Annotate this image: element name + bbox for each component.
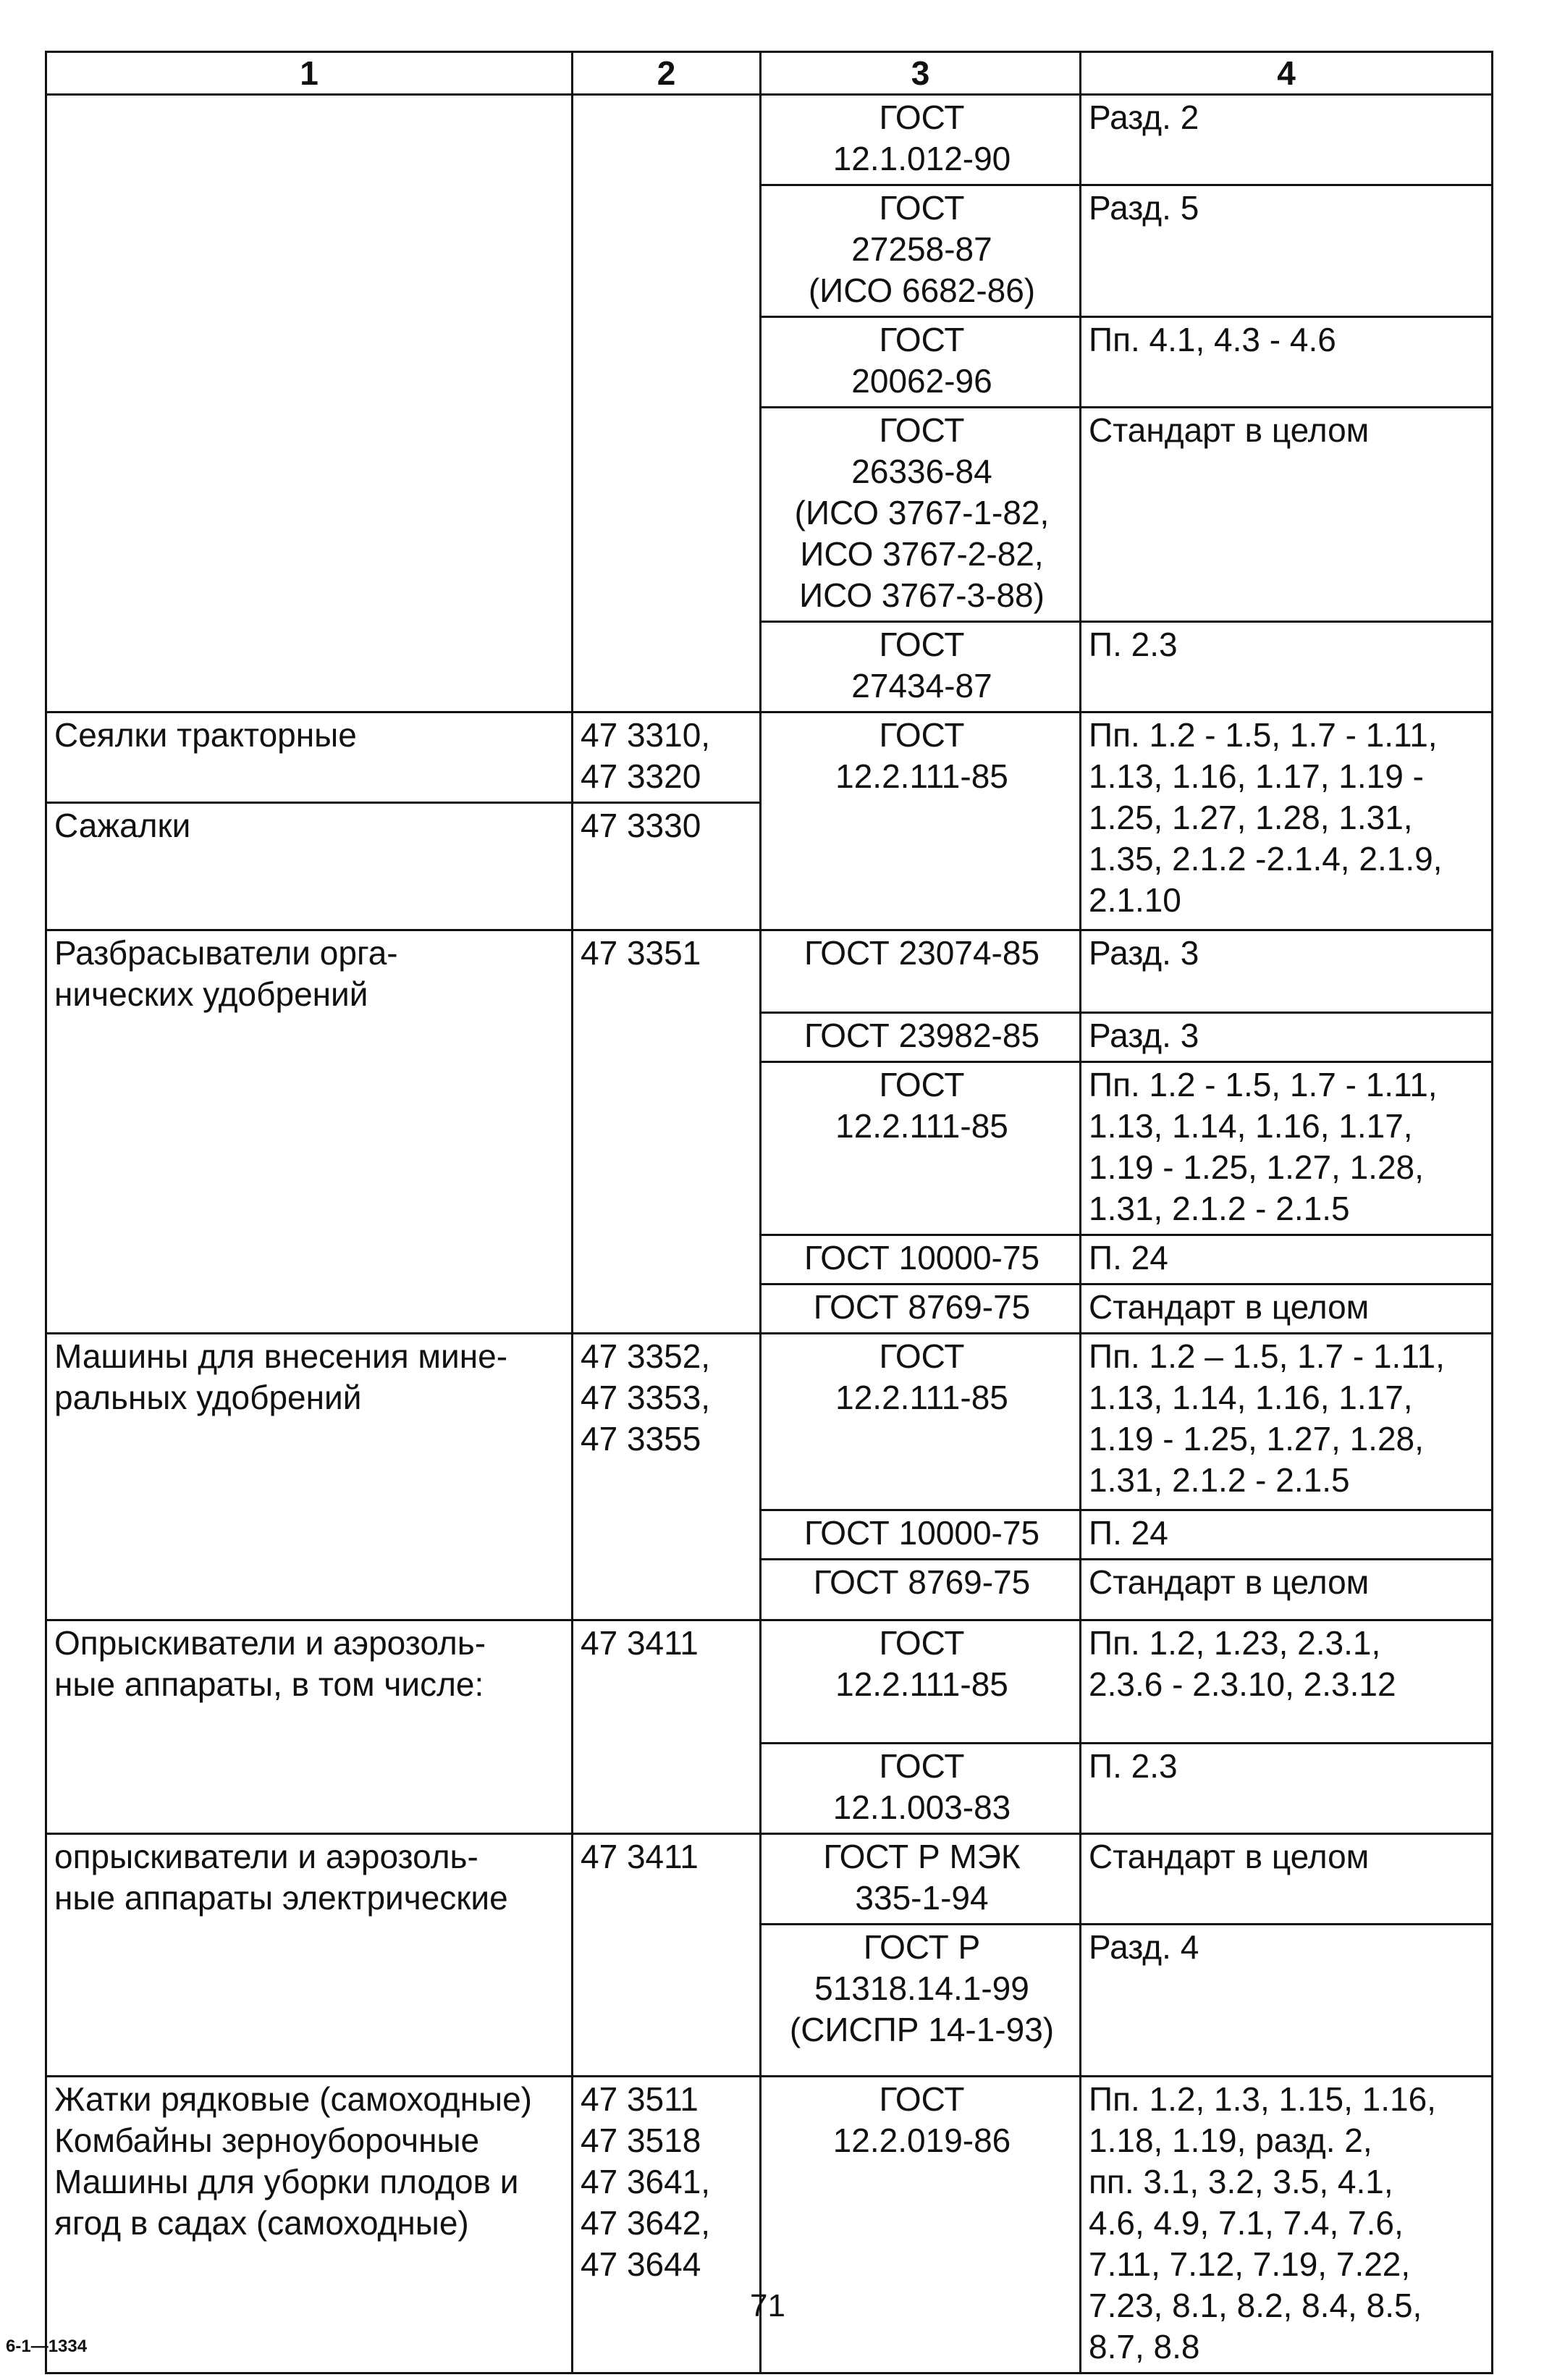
code-cell <box>573 95 761 712</box>
clause-cell: Пп. 1.2, 1.3, 1.15, 1.16, 1.18, 1.19, разд. 2, пп. 3.1, 3.2, 3.5, 4.1, 4.6, 4.9, 7.1, 7.4, 7.6, 7.11, 7.12, 7.19, 7.22, 7.23, 8.1, 8.2, 8.4, 8.5, 8.7, 8.8 <box>1081 2077 1493 2373</box>
clause-cell: Пп. 1.2, 1.23, 2.3.1, 2.3.6 - 2.3.10, 2.3.12 <box>1081 1620 1493 1744</box>
clause-cell: Стандарт в целом <box>1081 1560 1493 1620</box>
table-row <box>46 712 1493 803</box>
clause-cell: Разд. 3 <box>1081 930 1493 1013</box>
product-cell <box>46 95 573 712</box>
code-cell: 47 3310, 47 3320 <box>573 712 761 803</box>
product-cell: Сеялки тракторные <box>46 712 573 803</box>
standard-cell: ГОСТ Р 51318.14.1-99 (СИСПР 14-1-93) <box>761 1925 1081 2077</box>
table-row <box>46 2077 1493 2373</box>
clause-cell: Разд. 3 <box>1081 1013 1493 1062</box>
clause-cell: Разд. 2 <box>1081 95 1493 185</box>
table-row <box>46 95 1493 185</box>
standard-cell: ГОСТ 12.2.111-85 <box>761 1062 1081 1235</box>
standard-cell: ГОСТ 10000-75 <box>761 1510 1081 1560</box>
product-cell: Опрыскиватели и аэрозоль- ные аппараты, в том числе: <box>46 1620 573 1834</box>
standard-cell: ГОСТ 10000-75 <box>761 1235 1081 1284</box>
standard-cell: ГОСТ 12.2.111-85 <box>761 1620 1081 1744</box>
clause-cell: Разд. 4 <box>1081 1925 1493 2077</box>
code-cell: 47 3352, 47 3353, 47 3355 <box>573 1334 761 1620</box>
standard-cell: ГОСТ 23074-85 <box>761 930 1081 1013</box>
clause-cell: Пп. 1.2 - 1.5, 1.7 - 1.11, 1.13, 1.14, 1.16, 1.17, 1.19 - 1.25, 1.27, 1.28, 1.31, 2.1.2 - 2.1.5 <box>1081 1062 1493 1235</box>
header-row <box>46 52 1493 95</box>
clause-cell: Стандарт в целом <box>1081 408 1493 622</box>
product-cell: опрыскиватели и аэрозоль- ные аппараты электрические <box>46 1834 573 2077</box>
code-cell: 47 3351 <box>573 930 761 1334</box>
table-row <box>46 1834 1493 1925</box>
clause-cell: Пп. 1.2 – 1.5, 1.7 - 1.11, 1.13, 1.14, 1.16, 1.17, 1.19 - 1.25, 1.27, 1.28, 1.31, 2.1.2 - 2.1.5 <box>1081 1334 1493 1510</box>
standard-cell: ГОСТ 8769-75 <box>761 1284 1081 1334</box>
column-header-1: 1 <box>46 52 573 95</box>
standard-cell: ГОСТ Р МЭК 335-1-94 <box>761 1834 1081 1925</box>
standard-cell: ГОСТ 23982-85 <box>761 1013 1081 1062</box>
code-cell: 47 3411 <box>573 1834 761 2077</box>
table-row <box>46 930 1493 1013</box>
clause-cell: Пп. 4.1, 4.3 - 4.6 <box>1081 317 1493 408</box>
clause-cell: Стандарт в целом <box>1081 1284 1493 1334</box>
standard-cell: ГОСТ 12.1.003-83 <box>761 1744 1081 1834</box>
standard-cell: ГОСТ 27258-87 (ИСО 6682-86) <box>761 185 1081 317</box>
table-row <box>46 1334 1493 1510</box>
standard-cell: ГОСТ 12.2.111-85 <box>761 712 1081 930</box>
product-cell: Сажалки <box>46 803 573 930</box>
clause-cell: Стандарт в целом <box>1081 1834 1493 1925</box>
clause-cell: Разд. 5 <box>1081 185 1493 317</box>
product-cell: Разбрасыватели орга- нических удобрений <box>46 930 573 1334</box>
standards-table <box>45 51 1493 2374</box>
code-cell: 47 3411 <box>573 1620 761 1834</box>
product-cell: Жатки рядковые (самоходные) Комбайны зерноуборочные Машины для уборки плодов и ягод в садах (самоходные) <box>46 2077 573 2373</box>
clause-cell: П. 2.3 <box>1081 1744 1493 1834</box>
standard-cell: ГОСТ 20062-96 <box>761 317 1081 408</box>
page-number: 71 <box>750 2288 785 2324</box>
clause-cell: П. 2.3 <box>1081 622 1493 712</box>
standard-cell: ГОСТ 12.1.012-90 <box>761 95 1081 185</box>
column-header-4: 4 <box>1081 52 1493 95</box>
standard-cell: ГОСТ 12.2.111-85 <box>761 1334 1081 1510</box>
code-cell: 47 3511 47 3518 47 3641, 47 3642, 47 3644 <box>573 2077 761 2373</box>
standard-cell: ГОСТ 8769-75 <box>761 1560 1081 1620</box>
clause-cell: П. 24 <box>1081 1235 1493 1284</box>
column-header-2: 2 <box>573 52 761 95</box>
standard-cell: ГОСТ 12.2.019-86 <box>761 2077 1081 2373</box>
standard-cell: ГОСТ 27434-87 <box>761 622 1081 712</box>
clause-cell: П. 24 <box>1081 1510 1493 1560</box>
code-cell: 47 3330 <box>573 803 761 930</box>
product-cell: Машины для внесения мине- ральных удобрений <box>46 1334 573 1620</box>
standard-cell: ГОСТ 26336-84 (ИСО 3767-1-82, ИСО 3767-2-82, ИСО 3767-3-88) <box>761 408 1081 622</box>
table-row <box>46 1620 1493 1744</box>
clause-cell: Пп. 1.2 - 1.5, 1.7 - 1.11, 1.13, 1.16, 1.17, 1.19 - 1.25, 1.27, 1.28, 1.31, 1.35, 2.1.2 -2.1.4, 2.1.9, 2.1.10 <box>1081 712 1493 930</box>
column-header-3: 3 <box>761 52 1081 95</box>
footer-code: 6-1—1334 <box>6 2337 88 2356</box>
